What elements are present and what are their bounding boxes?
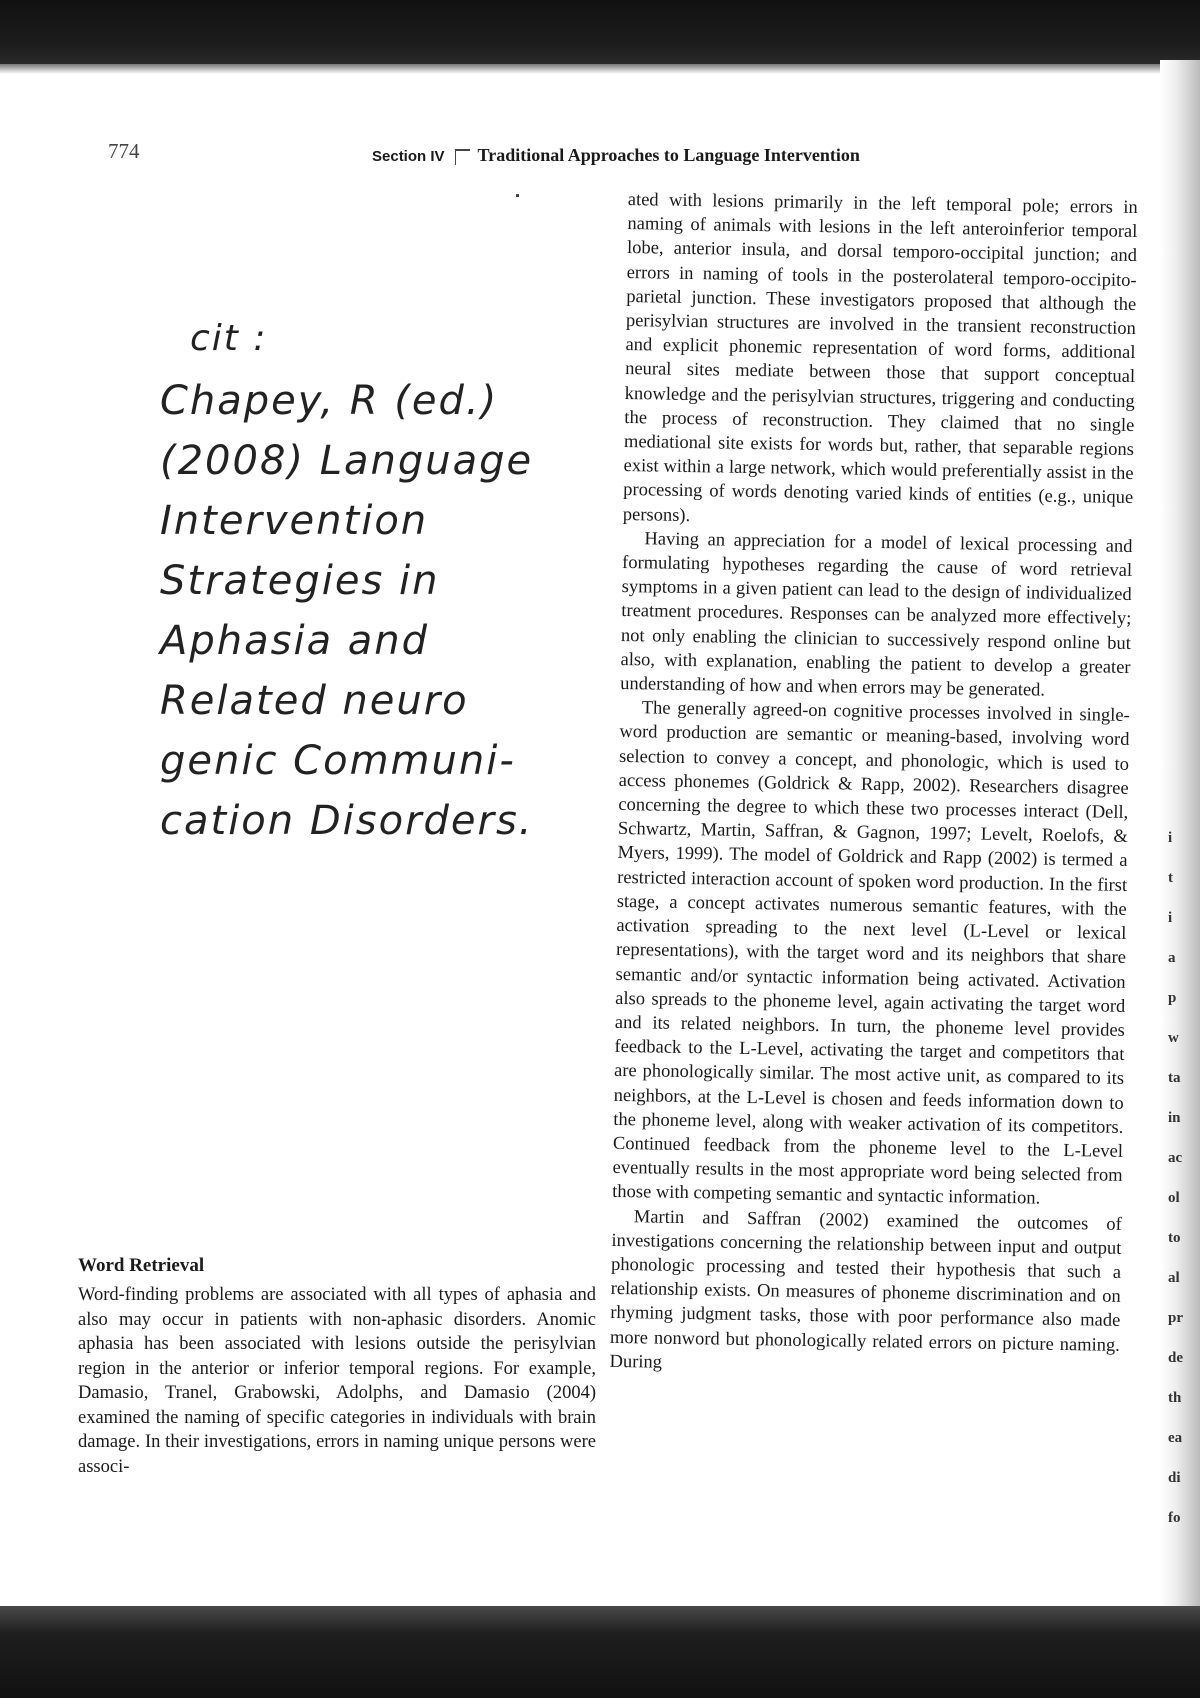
paragraph: The generally agreed-on cognitive processes involved in single-word production are semantic or meaning-based, involving word selection to convey a concept, and phonologic, which is used to access phonemes (Goldrick & Rapp, 2002). Researchers disagree concerning the degree to which these two processes interact (Dell, Schwartz, Martin, Saffran, & Gagnon, 1997; Levelt, Roelofs, & Myers, 1999). The model of Goldrick and Rapp (2002) is termed a restricted interaction account of spoken word production. In the first stage, a concept activates numerous semantic features, with the activation spreading to the next level (L-Level or lexical representations), with the target word and its neighbors that share semantic and/or syntactic information being activated. Activation also spreads to the phoneme level, again activating the target word and its related neighbors. In turn, the phoneme level provides feedback to the L-Level, activating the target and competitors that are phonologically similar. The most active unit, as compared to its neighbors, at the L-Level is chosen and feeds information down to the phoneme level, along with weaker activation of its competitors. Continued feedback from the phoneme level to the L-Level eventually results in the most appropriate word being selected from those with competing semantic and syntactic information. xyxy=(612,698,1130,1209)
facing-page-fragment: de xyxy=(1168,1350,1183,1366)
facing-page-edge xyxy=(1160,60,1200,1610)
scan-top-border xyxy=(0,0,1200,64)
handwritten-line: Aphasia and xyxy=(160,618,430,664)
facing-page-fragment: di xyxy=(1168,1470,1181,1486)
right-column xyxy=(609,188,1138,1382)
running-head-title: Traditional Approaches to Language Intervention xyxy=(477,145,860,165)
facing-page-fragment: to xyxy=(1168,1230,1181,1246)
facing-page-fragment: th xyxy=(1168,1390,1182,1406)
handwritten-line: Chapey, R (ed.) xyxy=(160,378,499,424)
paragraph: ated with lesions primarily in the left temporal pole; errors in naming of animals with lesions in the left anteroinferior temporal lobe, anterior insula, and dorsal temporo-occipital junction; and errors in naming of tools in the posterolateral temporo-occipito-parietal junction. These investigators proposed that although the perisylvian structures are involved in the transient reconstruction and explicit phonemic representation of word forms, additional neural sites mediate between those that support conceptual knowledge and the perisylvian structures, triggering and conducting the process of reconstruction. They claimed that no single mediational site exists for words but, rather, that separable regions exist within a large network, which would preferentially assist in the processing of words denoting varied kinds of entities (e.g., unique persons). xyxy=(622,189,1138,526)
facing-page-fragment: ol xyxy=(1168,1190,1180,1206)
facing-page-fragment: p xyxy=(1168,990,1177,1006)
facing-page-fragment: i xyxy=(1168,910,1173,926)
facing-page-fragment: in xyxy=(1168,1110,1181,1126)
handwritten-line: Strategies in xyxy=(160,558,440,604)
facing-page-fragment: w xyxy=(1168,1030,1179,1046)
scan-top-shadow xyxy=(0,64,1200,74)
facing-page-fragment: al xyxy=(1168,1270,1180,1286)
section-heading: Word Retrieval xyxy=(78,1255,205,1276)
facing-page-fragment: t xyxy=(1168,870,1173,886)
scan-speck xyxy=(516,194,519,197)
section-label: Section IV xyxy=(372,148,445,165)
handwritten-line: Intervention xyxy=(160,498,429,544)
handwritten-line: genic Communi- xyxy=(160,738,516,784)
running-head xyxy=(372,145,860,166)
paragraph: Martin and Saffran (2002) examined the outcomes of investigations concerning the relationship between input and output phonologic processing and tested their hypothesis that such a relationship exists. On measures of phoneme discrimination and on rhyming judgment tasks, those with poor performance also made more nonword but phonologically related errors on picture naming. During xyxy=(609,1206,1122,1373)
section-separator xyxy=(455,149,470,165)
handwritten-line: cit : xyxy=(190,318,268,359)
facing-page-fragment: ea xyxy=(1168,1430,1183,1446)
facing-page-fragment: ac xyxy=(1168,1150,1183,1166)
facing-page-fragment: ta xyxy=(1168,1070,1181,1086)
page-number: 774 xyxy=(108,139,140,163)
paragraph: Word-finding problems are associated with all types of aphasia and also may occur in patients with non-aphasic disorders. Anomic aphasia has been associated with lesions outside the perisylvian region in the anterior or inferior temporal regions. For example, Damasio, Tranel, Grabowski, Adolphs, and Damasio (2004) examined the naming of specific categories in individuals with brain damage. In their investigations, errors in naming unique persons were associ- xyxy=(78,1285,596,1477)
handwritten-line: cation Disorders. xyxy=(160,798,534,844)
handwritten-line: (2008) Language xyxy=(160,438,534,484)
left-column xyxy=(78,1283,596,1479)
facing-page-fragment: i xyxy=(1168,830,1173,846)
scan-bottom-border xyxy=(0,1606,1200,1698)
handwritten-line: Related neuro xyxy=(160,678,469,724)
handwritten-citation xyxy=(160,318,580,858)
facing-page-fragment: pr xyxy=(1168,1310,1183,1326)
facing-page-fragment: fo xyxy=(1168,1510,1181,1526)
facing-page-fragment: a xyxy=(1168,950,1176,966)
paragraph: Having an appreciation for a model of lexical processing and formulating hypotheses regarding the cause of word retrieval symptoms in a given patient can lead to the design of individualized treatment procedures. Responses can be analyzed more effectively; not only enabling the clinician to successively respond online but also, with explanation, enabling the patient to develop a greater understanding of how and when errors may be generated. xyxy=(620,529,1133,701)
